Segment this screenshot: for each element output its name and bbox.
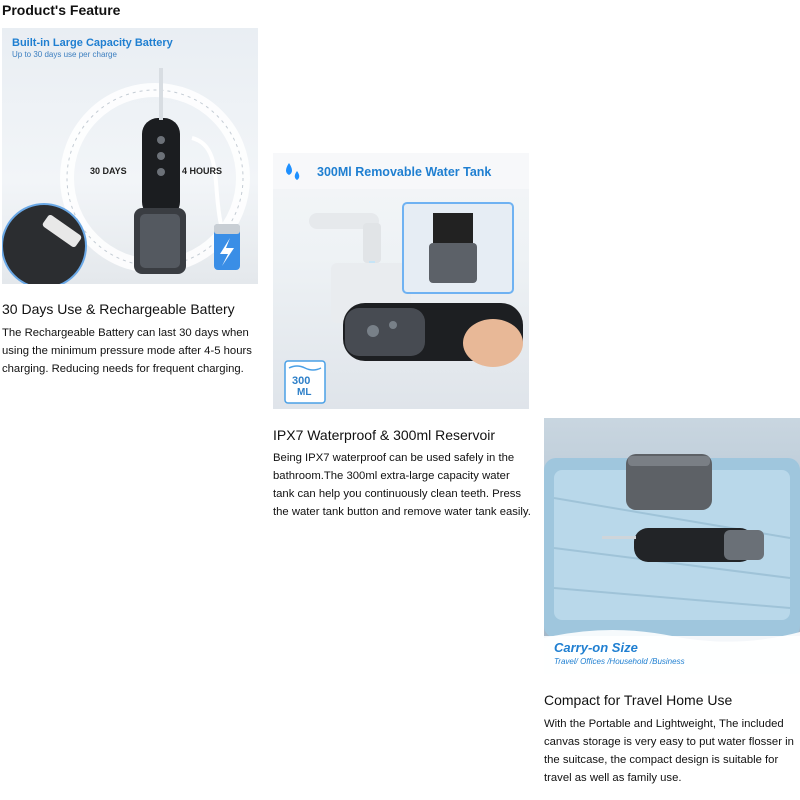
battery-hours-label: 4 HOURS	[182, 166, 223, 176]
travel-image-subheadline: Travel/ Offices /Household /Business	[554, 657, 685, 666]
battery-feature-image	[2, 28, 258, 284]
travel-feature-image	[544, 418, 800, 674]
battery-image-subheadline: Up to 30 days use per charge	[12, 50, 117, 59]
water-tank-image-headline: 300Ml Removable Water Tank	[317, 165, 492, 179]
feature-title-battery: 30 Days Use & Rechargeable Battery	[2, 301, 235, 317]
feature-body-battery: The Rechargeable Battery can last 30 days when using the minimum pressure mode after 4-5 hours charging. Reducing needs for frequent charging.	[2, 327, 252, 375]
battery-image-headline: Built-in Large Capacity Battery	[12, 37, 173, 49]
badge-unit: ML	[297, 387, 312, 398]
battery-illustration	[2, 28, 258, 284]
page-title: Product's Feature	[2, 2, 121, 18]
travel-illustration	[544, 418, 800, 674]
feature-body-waterproof: Being IPX7 waterproof can be used safely in the bathroom.The 300ml extra-large capacity water tank can help you continuously clean teeth. Press the water tank button and remove water tank easily.	[273, 452, 531, 518]
travel-image-headline: Carry-on Size	[554, 640, 638, 655]
feature-title-waterproof: IPX7 Waterproof & 300ml Reservoir	[273, 427, 496, 443]
water-tank-illustration	[273, 153, 529, 409]
feature-title-travel: Compact for Travel Home Use	[544, 692, 733, 708]
feature-body-travel: With the Portable and Lightweight, The included canvas storage is very easy to put water flosser in the suitcase, the compact design is suitable for travel as well as family use.	[544, 718, 794, 784]
badge-value: 300	[292, 375, 311, 387]
water-tank-feature-image	[273, 153, 529, 409]
battery-days-label: 30 DAYS	[90, 166, 127, 176]
